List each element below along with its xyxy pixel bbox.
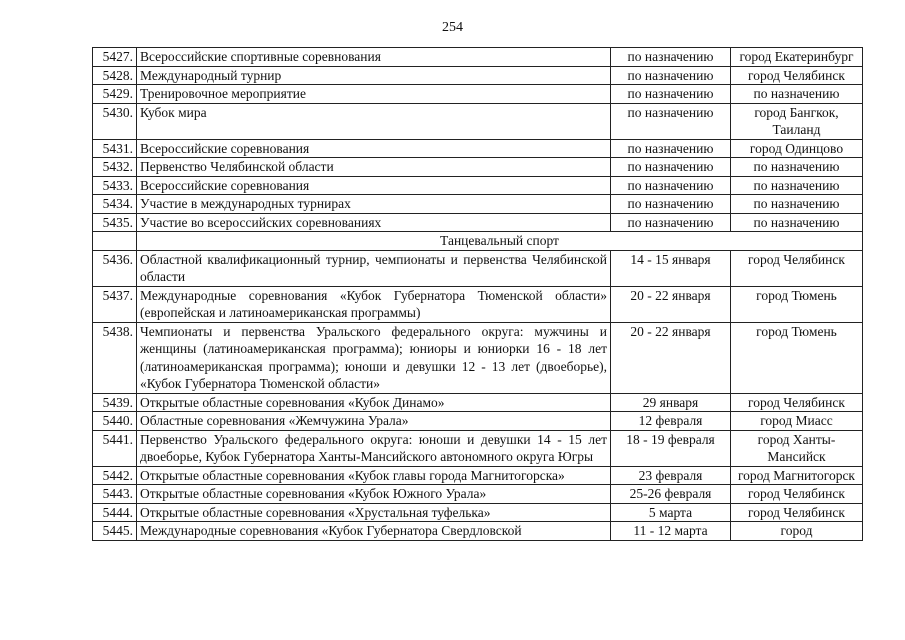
row-number: 5440. <box>93 412 137 431</box>
table-row <box>93 250 863 286</box>
row-number: 5434. <box>93 195 137 214</box>
page-number: 254 <box>442 20 463 35</box>
event-name: Областные соревнования «Жемчужина Урала» <box>137 412 611 431</box>
event-place: город Магнитогорск <box>731 466 863 485</box>
table-row <box>93 503 863 522</box>
event-name: Первенство Уральского федерального округа: юноши и девушки 14 - 15 лет двоеборье, Кубок Губернатора Ханты-Мансийского автономного округа Югры <box>137 430 611 466</box>
event-name: Международный турнир <box>137 66 611 85</box>
event-date: по назначению <box>611 139 731 158</box>
event-place: город Бангкок, Таиланд <box>731 103 863 139</box>
event-name: Всероссийские соревнования <box>137 139 611 158</box>
event-date: 20 - 22 января <box>611 322 731 393</box>
event-date: 25-26 февраля <box>611 485 731 504</box>
section-row <box>93 232 863 251</box>
event-place: город Челябинск <box>731 485 863 504</box>
event-place: по назначению <box>731 195 863 214</box>
event-name: Всероссийские спортивные соревнования <box>137 48 611 67</box>
table-row <box>93 85 863 104</box>
row-number: 5427. <box>93 48 137 67</box>
row-number: 5438. <box>93 322 137 393</box>
event-place: город Тюмень <box>731 286 863 322</box>
table-row <box>93 485 863 504</box>
table-row <box>93 176 863 195</box>
event-name: Открытые областные соревнования «Кубок Южного Урала» <box>137 485 611 504</box>
event-date: 29 января <box>611 393 731 412</box>
event-name: Международные соревнования «Кубок Губернатора Тюменской области» (европейская и латиноамериканская программы) <box>137 286 611 322</box>
event-name: Чемпионаты и первенства Уральского федерального округа: мужчины и женщины (латиноамериканская программа); юниоры и юниорки 16 - 18 лет (латиноамериканская программа); юноши и девушки 12 - 13 лет (двоеборье), «Кубок Губернатора Тюменской области» <box>137 322 611 393</box>
table-row <box>93 322 863 393</box>
table-row <box>93 412 863 431</box>
event-place: город Челябинск <box>731 250 863 286</box>
table-row <box>93 103 863 139</box>
table-row <box>93 393 863 412</box>
event-date: 18 - 19 февраля <box>611 430 731 466</box>
event-date: 5 марта <box>611 503 731 522</box>
row-number: 5432. <box>93 158 137 177</box>
event-name: Тренировочное мероприятие <box>137 85 611 104</box>
section-number-cell <box>93 232 137 251</box>
event-place: по назначению <box>731 158 863 177</box>
event-place: город Тюмень <box>731 322 863 393</box>
event-name: Первенство Челябинской области <box>137 158 611 177</box>
row-number: 5444. <box>93 503 137 522</box>
event-place: по назначению <box>731 176 863 195</box>
event-place: по назначению <box>731 85 863 104</box>
row-number: 5445. <box>93 522 137 541</box>
table-row <box>93 466 863 485</box>
event-name: Участие во всероссийских соревнованиях <box>137 213 611 232</box>
event-name: Открытые областные соревнования «Хрустальная туфелька» <box>137 503 611 522</box>
event-place: по назначению <box>731 213 863 232</box>
event-date: 23 февраля <box>611 466 731 485</box>
row-number: 5431. <box>93 139 137 158</box>
table-row <box>93 286 863 322</box>
event-name: Кубок мира <box>137 103 611 139</box>
table-row <box>93 213 863 232</box>
event-date: по назначению <box>611 85 731 104</box>
event-place: город Ханты-Мансийск <box>731 430 863 466</box>
event-name: Открытые областные соревнования «Кубок Динамо» <box>137 393 611 412</box>
row-number: 5429. <box>93 85 137 104</box>
row-number: 5437. <box>93 286 137 322</box>
event-date: по назначению <box>611 158 731 177</box>
event-place: город Одинцово <box>731 139 863 158</box>
event-name: Областной квалификационный турнир, чемпионаты и первенства Челябинской области <box>137 250 611 286</box>
table-row <box>93 195 863 214</box>
event-date: 20 - 22 января <box>611 286 731 322</box>
event-date: 14 - 15 января <box>611 250 731 286</box>
event-name: Международные соревнования «Кубок Губернатора Свердловской <box>137 522 611 541</box>
events-table <box>92 47 863 541</box>
event-date: 12 февраля <box>611 412 731 431</box>
row-number: 5442. <box>93 466 137 485</box>
event-place: город Челябинск <box>731 503 863 522</box>
row-number: 5435. <box>93 213 137 232</box>
table-row <box>93 48 863 67</box>
table-row <box>93 430 863 466</box>
event-name: Открытые областные соревнования «Кубок главы города Магнитогорска» <box>137 466 611 485</box>
row-number: 5430. <box>93 103 137 139</box>
row-number: 5428. <box>93 66 137 85</box>
event-place: город Челябинск <box>731 393 863 412</box>
section-title: Танцевальный спорт <box>137 232 863 251</box>
event-place: город Челябинск <box>731 66 863 85</box>
event-date: по назначению <box>611 48 731 67</box>
events-table-body <box>93 48 863 541</box>
table-row <box>93 66 863 85</box>
event-date: по назначению <box>611 66 731 85</box>
row-number: 5443. <box>93 485 137 504</box>
event-place: город Миасс <box>731 412 863 431</box>
event-date: по назначению <box>611 176 731 195</box>
event-name: Участие в международных турнирах <box>137 195 611 214</box>
table-row <box>93 139 863 158</box>
event-name: Всероссийские соревнования <box>137 176 611 195</box>
table-row <box>93 522 863 541</box>
row-number: 5433. <box>93 176 137 195</box>
event-date: по назначению <box>611 195 731 214</box>
event-date: по назначению <box>611 213 731 232</box>
event-place: город <box>731 522 863 541</box>
row-number: 5436. <box>93 250 137 286</box>
table-row <box>93 158 863 177</box>
row-number: 5441. <box>93 430 137 466</box>
event-date: по назначению <box>611 103 731 139</box>
row-number: 5439. <box>93 393 137 412</box>
event-place: город Екатеринбург <box>731 48 863 67</box>
event-date: 11 - 12 марта <box>611 522 731 541</box>
